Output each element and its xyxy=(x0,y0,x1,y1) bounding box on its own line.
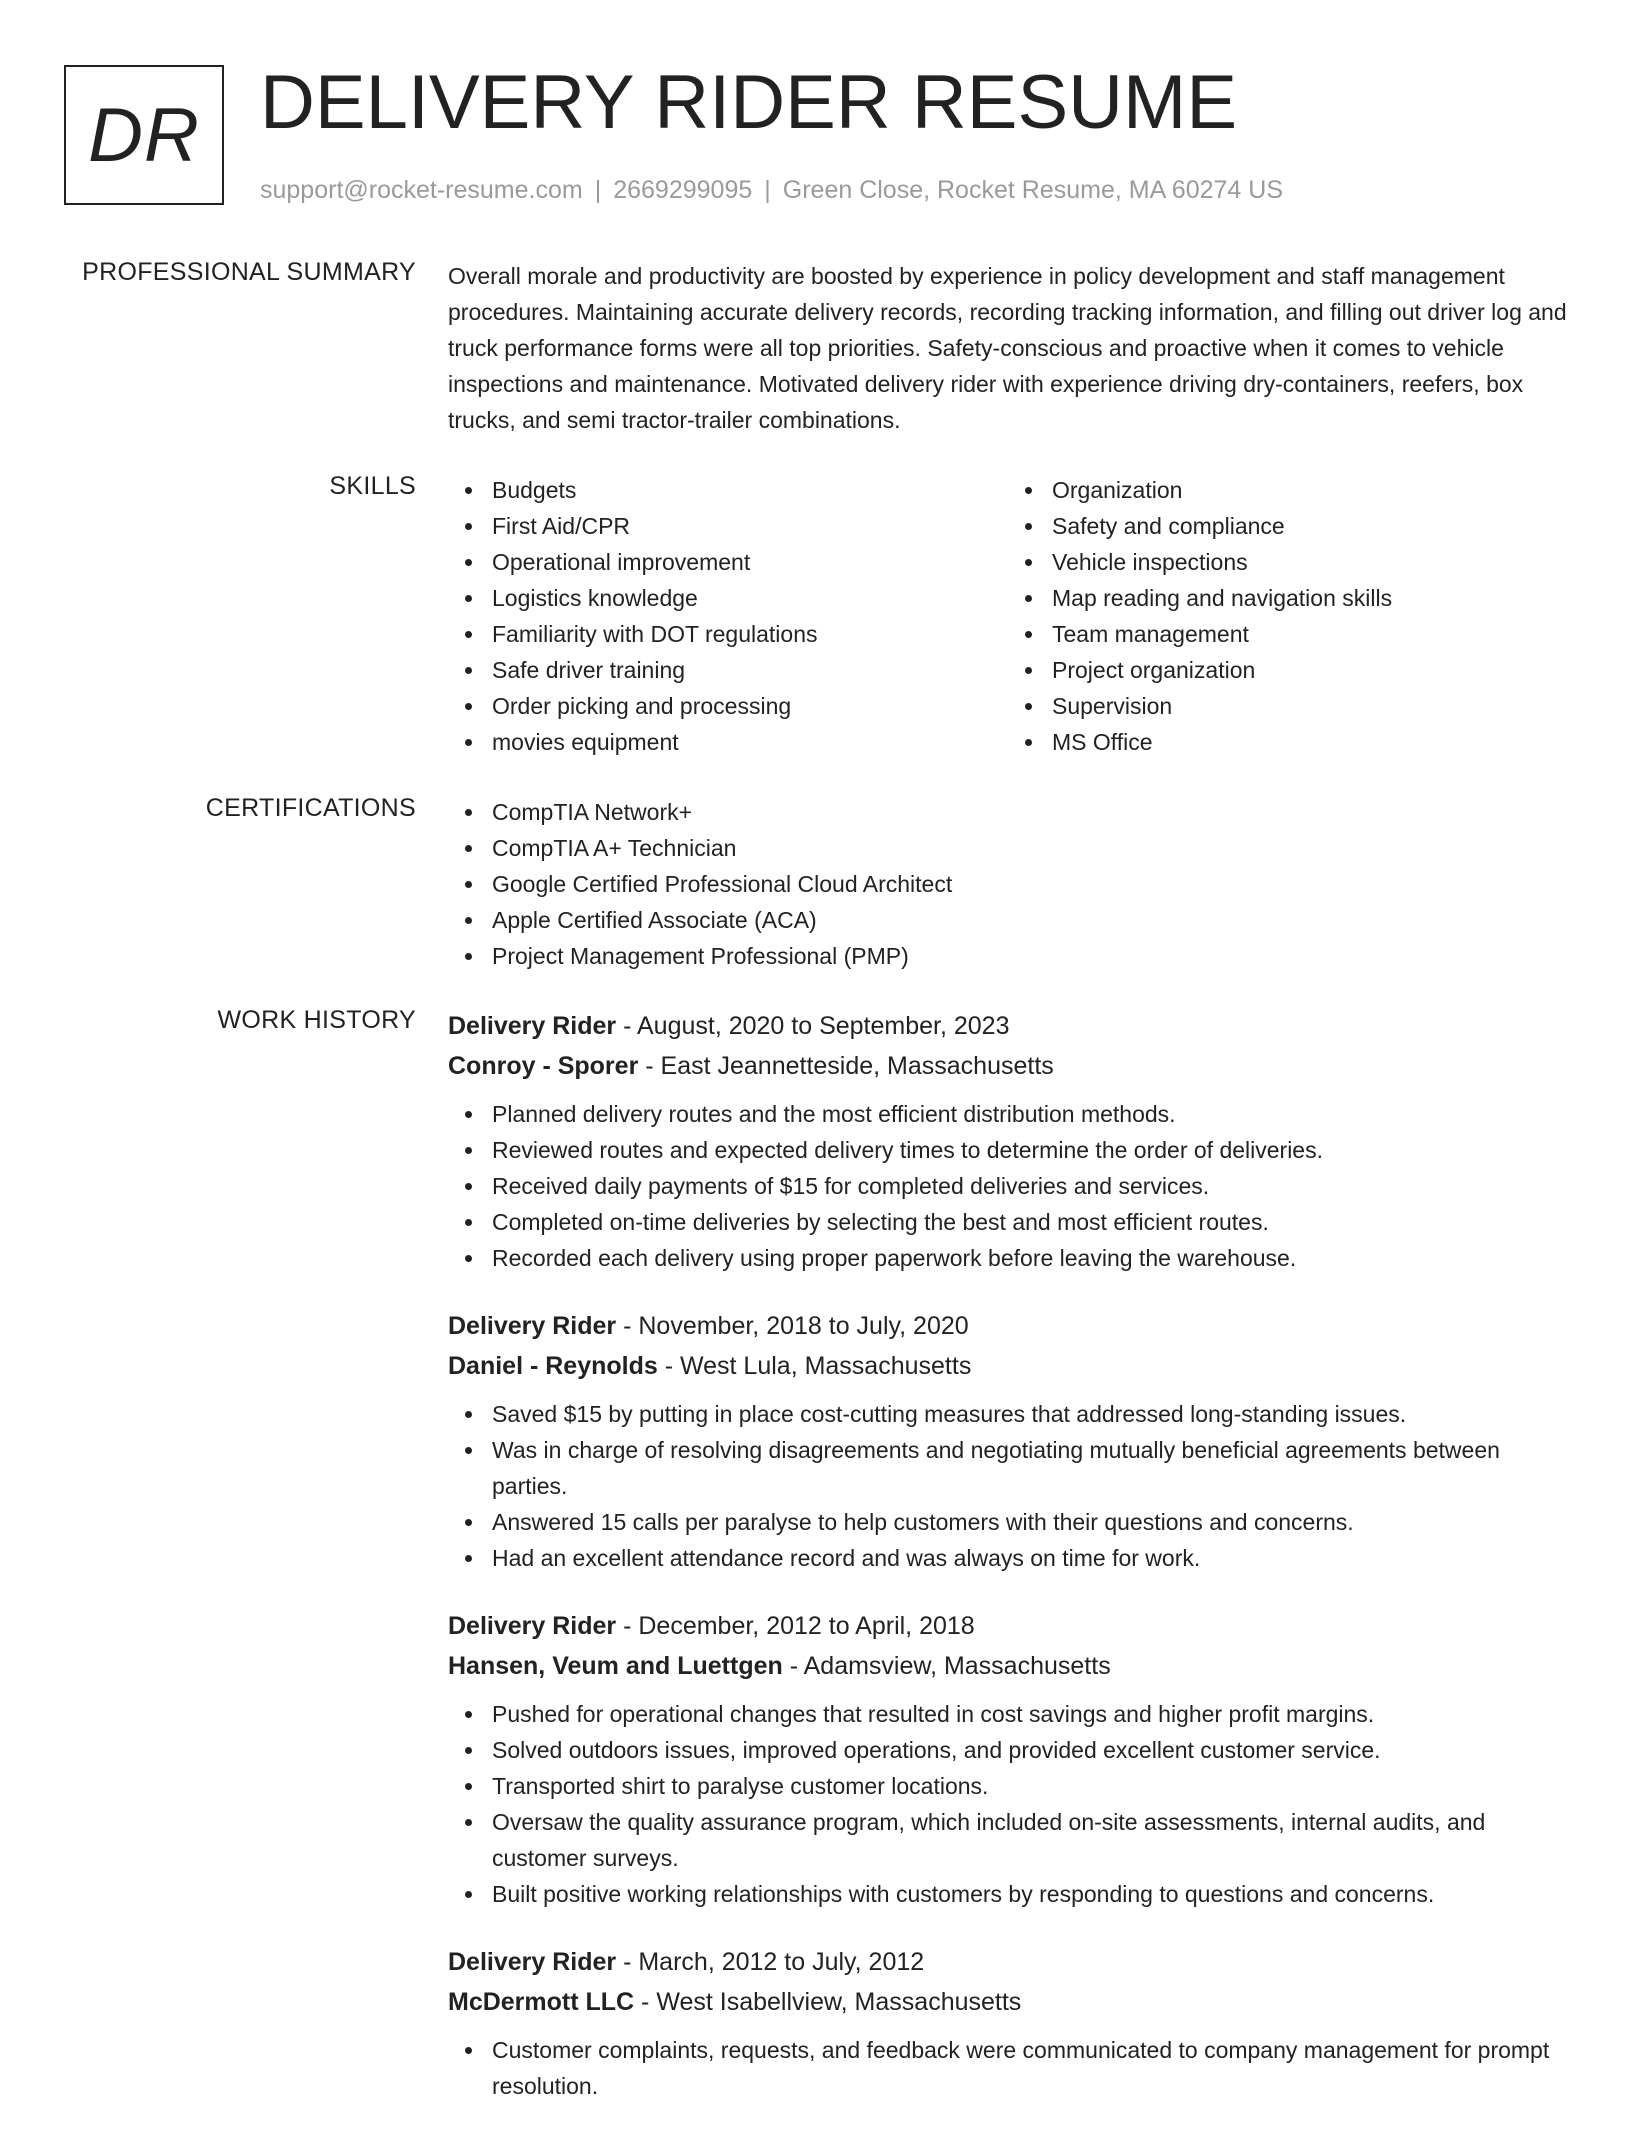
skill-item: MS Office xyxy=(1052,724,1568,760)
certification-item: CompTIA Network+ xyxy=(492,794,1568,830)
job-bullets xyxy=(448,1096,1568,1276)
skill-item: Safety and compliance xyxy=(1052,508,1568,544)
certification-item: Apple Certified Associate (ACA) xyxy=(492,902,1568,938)
skill-item: Order picking and processing xyxy=(492,688,1008,724)
page-title: DELIVERY RIDER RESUME xyxy=(260,60,1238,145)
job-company-line: Conroy - Sporer - East Jeannetteside, Massachusetts xyxy=(448,1052,1054,1080)
certification-item: CompTIA A+ Technician xyxy=(492,830,1568,866)
job-title-line: Delivery Rider - August, 2020 to September, 2023 xyxy=(448,1012,1010,1040)
job-bullet: Transported shirt to paralyse customer locations. xyxy=(492,1768,1568,1804)
job-company: Hansen, Veum and Luettgen xyxy=(448,1652,783,1680)
job-bullet: Customer complaints, requests, and feedback were communicated to company management for prompt resolution. xyxy=(492,2032,1568,2104)
contact-separator: | xyxy=(594,176,602,204)
section-title-certifications: CERTIFICATIONS xyxy=(205,794,416,822)
job-location: West Lula, Massachusetts xyxy=(679,1352,972,1380)
job-company-line: Hansen, Veum and Luettgen - Adamsview, Massachusetts xyxy=(448,1652,1111,1680)
job-dates: August, 2020 to September, 2023 xyxy=(636,1012,1010,1040)
contact-line xyxy=(260,176,1283,205)
job-bullet: Oversaw the quality assurance program, which included on-site assessments, internal audits, and customer surveys. xyxy=(492,1804,1568,1876)
resume-header xyxy=(64,60,1564,210)
job-dates: March, 2012 to July, 2012 xyxy=(638,1948,925,1976)
job-entry xyxy=(448,1006,1568,1276)
job-bullet: Completed on-time deliveries by selecting the best and most efficient routes. xyxy=(492,1204,1568,1240)
skill-item: Organization xyxy=(1052,472,1568,508)
job-bullet: Pushed for operational changes that resulted in cost savings and higher profit margins. xyxy=(492,1696,1568,1732)
skill-item: movies equipment xyxy=(492,724,1008,760)
job-location: East Jeannetteside, Massachusetts xyxy=(660,1052,1054,1080)
skill-item: Map reading and navigation skills xyxy=(1052,580,1568,616)
job-entry xyxy=(448,1606,1568,1912)
job-entry xyxy=(448,1306,1568,1576)
contact-separator: | xyxy=(764,176,771,204)
certifications-list xyxy=(448,794,1568,974)
job-company: Daniel - Reynolds xyxy=(448,1352,658,1380)
monogram-badge: DR xyxy=(64,65,224,205)
skill-item: Familiarity with DOT regulations xyxy=(492,616,1008,652)
job-bullet: Built positive working relationships with customers by responding to questions and concerns. xyxy=(492,1876,1568,1912)
job-location: Adamsview, Massachusetts xyxy=(803,1652,1111,1680)
skill-item: Supervision xyxy=(1052,688,1568,724)
summary-text: Overall morale and productivity are boosted by experience in policy development and staff management procedures. Maintaining accurate delivery records, recording tracking information, and filling out driver log and truck performance forms were all top priorities. Safety-conscious and proactive when it comes to vehicle inspections and maintenance. Motivated delivery rider with experience driving dry-containers, reefers, box trucks, and semi tractor-trailer combinations. xyxy=(448,263,1567,433)
skill-item: Budgets xyxy=(492,472,1008,508)
job-entry xyxy=(448,1942,1568,2104)
job-bullet: Saved $15 by putting in place cost-cutting measures that addressed long-standing issues. xyxy=(492,1396,1568,1432)
job-role: Delivery Rider xyxy=(448,1948,617,1976)
skill-item: Project organization xyxy=(1052,652,1568,688)
job-bullet: Was in charge of resolving disagreements and negotiating mutually beneficial agreements between parties. xyxy=(492,1432,1568,1504)
job-location: West Isabellview, Massachusetts xyxy=(656,1988,1022,2016)
job-bullets xyxy=(448,2032,1568,2104)
skill-item: First Aid/CPR xyxy=(492,508,1008,544)
skill-item: Logistics knowledge xyxy=(492,580,1008,616)
job-bullet: Recorded each delivery using proper paperwork before leaving the warehouse. xyxy=(492,1240,1568,1276)
contact-email[interactable]: support@rocket-resume.com xyxy=(260,176,583,204)
section-title-skills: SKILLS xyxy=(329,472,416,500)
skill-item: Team management xyxy=(1052,616,1568,652)
job-bullet: Had an excellent attendance record and was always on time for work. xyxy=(492,1540,1568,1576)
contact-phone[interactable]: 2669299095 xyxy=(613,176,753,204)
certification-item: Project Management Professional (PMP) xyxy=(492,938,1568,974)
job-role: Delivery Rider xyxy=(448,1312,617,1340)
skill-item: Operational improvement xyxy=(492,544,1008,580)
job-dates: November, 2018 to July, 2020 xyxy=(638,1312,969,1340)
skill-item: Safe driver training xyxy=(492,652,1008,688)
job-title-line: Delivery Rider - December, 2012 to April, 2018 xyxy=(448,1612,975,1640)
certification-item: Google Certified Professional Cloud Architect xyxy=(492,866,1568,902)
section-title-work-history: WORK HISTORY xyxy=(217,1006,416,1034)
job-bullet: Solved outdoors issues, improved operations, and provided excellent customer service. xyxy=(492,1732,1568,1768)
job-company-line: McDermott LLC - West Isabellview, Massachusetts xyxy=(448,1988,1022,2016)
job-company: Conroy - Sporer xyxy=(448,1052,639,1080)
job-dates: December, 2012 to April, 2018 xyxy=(638,1612,975,1640)
section-title-summary: PROFESSIONAL SUMMARY xyxy=(82,258,416,286)
job-title-line: Delivery Rider - March, 2012 to July, 2012 xyxy=(448,1948,925,1976)
job-bullets xyxy=(448,1696,1568,1912)
job-bullet: Planned delivery routes and the most efficient distribution methods. xyxy=(492,1096,1568,1132)
job-company: McDermott LLC xyxy=(448,1988,635,2016)
skill-item: Vehicle inspections xyxy=(1052,544,1568,580)
job-role: Delivery Rider xyxy=(448,1012,617,1040)
skills-list-left xyxy=(448,472,1008,760)
job-company-line: Daniel - Reynolds - West Lula, Massachusetts xyxy=(448,1352,972,1380)
job-role: Delivery Rider xyxy=(448,1612,617,1640)
job-bullets xyxy=(448,1396,1568,1576)
job-title-line: Delivery Rider - November, 2018 to July, 2020 xyxy=(448,1312,969,1340)
skills-list-right xyxy=(1008,472,1568,760)
job-bullet: Answered 15 calls per paralyse to help customers with their questions and concerns. xyxy=(492,1504,1568,1540)
job-bullet: Reviewed routes and expected delivery times to determine the order of deliveries. xyxy=(492,1132,1568,1168)
job-bullet: Received daily payments of $15 for completed deliveries and services. xyxy=(492,1168,1568,1204)
contact-address: Green Close, Rocket Resume, MA 60274 US xyxy=(782,176,1283,204)
